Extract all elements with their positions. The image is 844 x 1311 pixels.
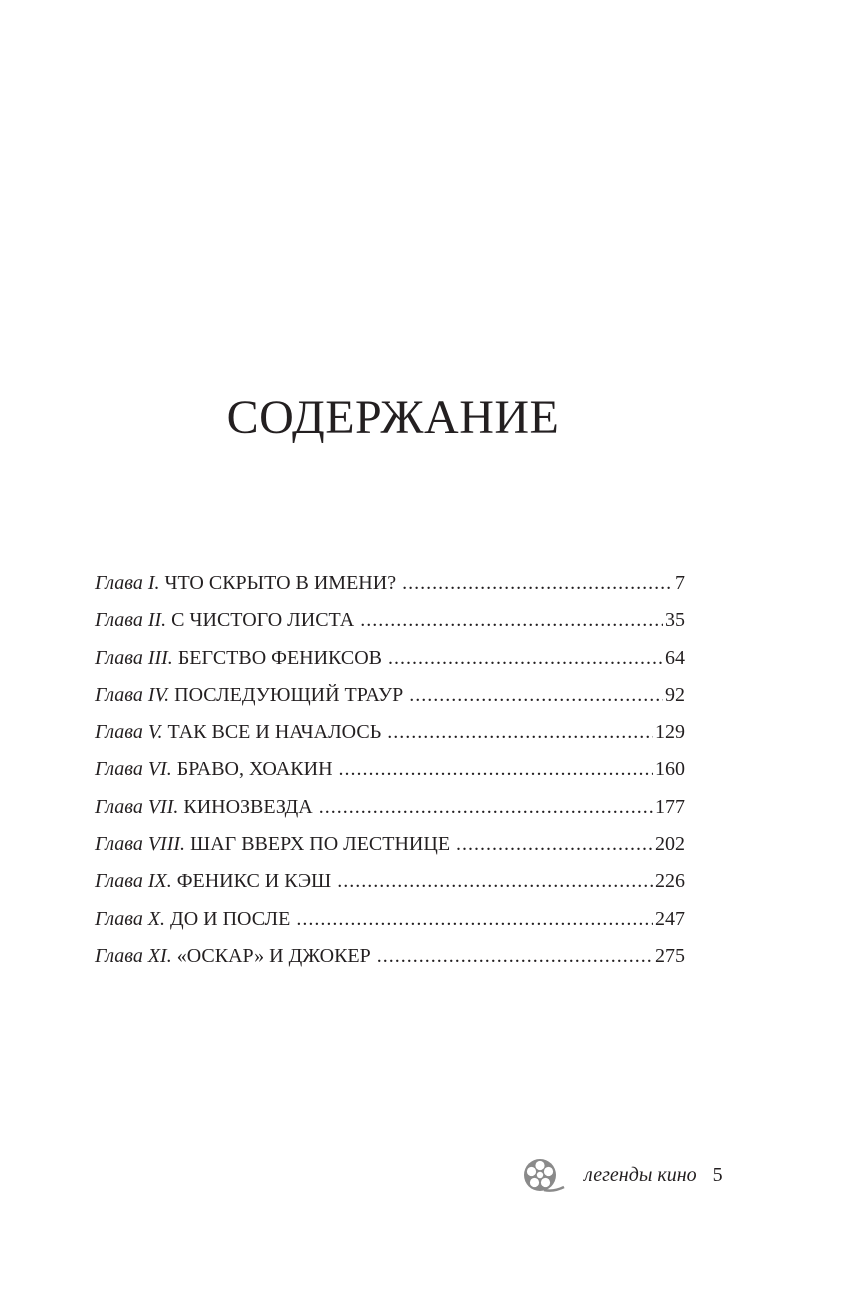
toc-dot-leader: [339, 751, 653, 788]
toc-dot-leader: [388, 640, 663, 677]
toc-page-number: 247: [655, 907, 685, 930]
toc-chapter-title: ЧТО СКРЫТО В ИМЕНИ?: [164, 572, 397, 594]
toc-dot-leader: [456, 826, 653, 863]
toc-item[interactable]: [95, 863, 685, 900]
toc-item[interactable]: [95, 901, 685, 938]
toc-page-number: 129: [655, 721, 685, 744]
toc-page-number: 7: [675, 572, 685, 594]
toc-chapter-title: КИНОЗВЕЗДА: [183, 795, 313, 818]
toc-chapter-number: Глава IV.: [95, 683, 170, 706]
toc-dot-leader: [409, 677, 663, 714]
series-label: легенды кино: [584, 1163, 697, 1186]
toc-chapter-number: Глава XI.: [95, 944, 172, 967]
toc-item[interactable]: [95, 565, 685, 602]
toc-item[interactable]: [95, 714, 685, 751]
toc-chapter-title: ФЕНИКС И КЭШ: [176, 870, 332, 893]
toc-dot-leader: [360, 602, 663, 639]
toc-chapter-number: Глава II.: [95, 609, 167, 632]
toc-chapter-number: Глава VI.: [95, 758, 172, 781]
toc-page-number: 64: [665, 646, 685, 669]
toc-item[interactable]: [95, 602, 685, 639]
page-number: 5: [712, 1163, 723, 1186]
film-reel-icon: [522, 1157, 566, 1193]
toc-dot-leader: [377, 938, 653, 975]
page-footer: [522, 1155, 723, 1195]
toc-chapter-title: ДО И ПОСЛЕ: [170, 907, 291, 930]
toc-chapter-title: ШАГ ВВЕРХ ПО ЛЕСТНИЦЕ: [190, 833, 451, 856]
toc-page-number: 92: [665, 683, 685, 706]
toc-item[interactable]: [95, 938, 685, 975]
page-title: СОДЕРЖАНИЕ: [226, 391, 560, 444]
toc-chapter-title: ТАК ВСЕ И НАЧАЛОСЬ: [167, 721, 382, 744]
toc-page-number: 226: [655, 870, 685, 893]
toc-page-number: 177: [655, 795, 685, 818]
toc-chapter-number: Глава X.: [95, 907, 166, 930]
toc-chapter-number: Глава VIII.: [95, 833, 186, 856]
toc-chapter-title: С ЧИСТОГО ЛИСТА: [171, 609, 355, 632]
toc-chapter-number: Глава I.: [95, 572, 160, 594]
table-of-contents: [95, 565, 685, 975]
toc-item[interactable]: [95, 751, 685, 788]
toc-item[interactable]: [95, 789, 685, 826]
toc-item[interactable]: [95, 640, 685, 677]
toc-dot-leader: [402, 565, 673, 602]
toc-page-number: 160: [655, 758, 685, 781]
toc-chapter-title: БЕГСТВО ФЕНИКСОВ: [177, 646, 383, 669]
toc-page-number: 35: [665, 609, 685, 632]
toc-item[interactable]: [95, 826, 685, 863]
toc-dot-leader: [319, 789, 653, 826]
toc-chapter-number: Глава III.: [95, 646, 173, 669]
toc-chapter-number: Глава VII.: [95, 795, 179, 818]
toc-chapter-number: Глава IX.: [95, 870, 172, 893]
toc-item[interactable]: [95, 677, 685, 714]
toc-page-number: 275: [655, 944, 685, 967]
toc-chapter-title: БРАВО, ХОАКИН: [176, 758, 333, 781]
toc-chapter-title: ПОСЛЕДУЮЩИЙ ТРАУР: [174, 683, 404, 706]
toc-dot-leader: [387, 714, 653, 751]
toc-chapter-title: «ОСКАР» И ДЖОКЕР: [176, 944, 371, 967]
toc-dot-leader: [296, 901, 653, 938]
toc-dot-leader: [337, 863, 653, 900]
toc-chapter-number: Глава V.: [95, 721, 163, 744]
toc-page-number: 202: [655, 833, 685, 856]
